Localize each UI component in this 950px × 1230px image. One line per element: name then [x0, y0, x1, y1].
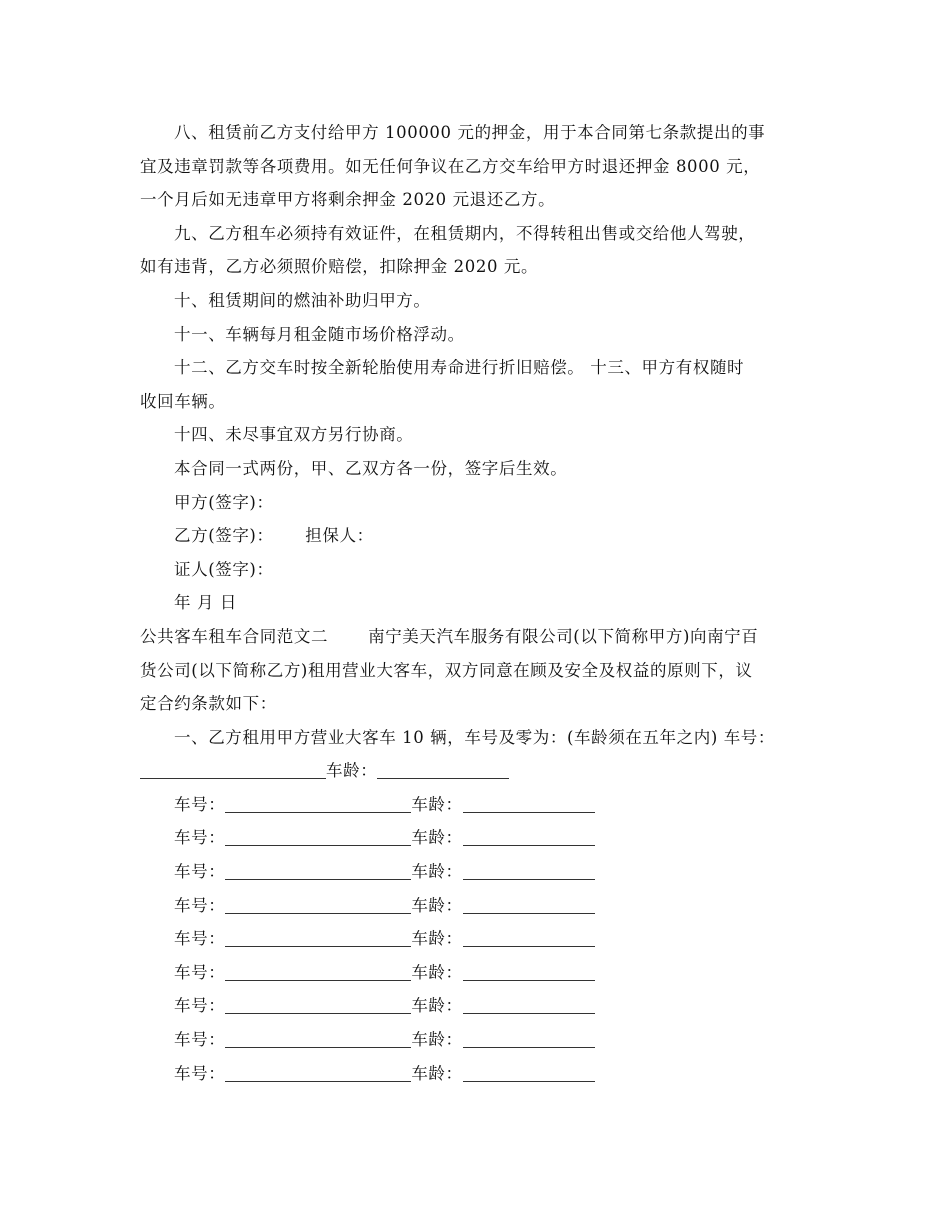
plate-number-label: 车号： — [174, 962, 226, 982]
vehicle-age-label: 车龄： — [411, 1030, 463, 1050]
vehicle-age-label: 车龄： — [411, 828, 463, 848]
sample-two-intro: 南宁美天汽车服务有限公司(以下简称甲方)向南宁百 — [368, 626, 759, 646]
plate-number-blank — [225, 993, 411, 1014]
vehicle-age-label: 车龄： — [411, 895, 463, 915]
paragraph-8-line-3: 一个月后如无违章甲方将剩余押金 2020 元退还乙方。 — [140, 190, 556, 210]
vehicle-age-blank — [463, 993, 595, 1014]
vehicle-row — [140, 956, 830, 990]
vehicle-row — [140, 855, 830, 889]
vehicle-age-blank — [463, 960, 595, 981]
signature-date: 年 月 日 — [174, 593, 237, 613]
plate-number-blank — [225, 1061, 411, 1082]
vehicle-age-label: 车龄： — [411, 1063, 463, 1083]
vehicle-row — [140, 922, 830, 956]
vehicle-row — [140, 889, 830, 923]
plate-number-blank — [225, 926, 411, 947]
vehicle-age-blank — [463, 792, 595, 813]
plate-number-blank — [225, 792, 411, 813]
plate-number-blank — [225, 825, 411, 846]
clause-1: 一、乙方租用甲方营业大客车 10 辆，车号及零为：(车龄须在五年之内) 车号： — [174, 727, 776, 747]
vehicle-age-blank — [463, 1027, 595, 1048]
paragraph-8-line-2: 宜及违章罚款等各项费用。如无任何争议在乙方交车给甲方时退还押金 8000 元， — [140, 156, 761, 176]
vehicle-age-label: 车龄： — [411, 996, 463, 1016]
vehicle-age-label: 车龄： — [411, 929, 463, 949]
paragraph-12-line-2: 收回车辆。 — [140, 391, 226, 411]
plate-number-blank — [225, 960, 411, 981]
plate-number-label: 车号： — [174, 996, 226, 1016]
document-page — [140, 116, 830, 1090]
plate-number-label: 车号： — [174, 1063, 226, 1083]
vehicle-age-blank — [463, 926, 595, 947]
paragraph-8-line-1: 八、租赁前乙方支付给甲方 100000 元的押金，用于本合同第七条款提出的事 — [174, 123, 766, 142]
party-a-signature: 甲方(签字)： — [174, 492, 274, 512]
sample-two-title: 公共客车租车合同范文二 — [140, 626, 329, 646]
guarantor-label: 担保人： — [305, 526, 374, 546]
vehicle-row — [140, 821, 830, 855]
vehicle-age-blank — [463, 893, 595, 914]
plate-number-label: 车号： — [174, 862, 226, 882]
plate-number-label: 车号： — [174, 828, 226, 848]
vehicle-age-label: 车龄： — [411, 794, 463, 814]
vehicle-age-label: 车龄： — [411, 962, 463, 982]
paragraph-10: 十、租赁期间的燃油补助归甲方。 — [174, 290, 431, 310]
sample-two-line-1 — [140, 620, 830, 654]
vehicle-age-label: 车龄： — [326, 761, 378, 781]
vehicle-row — [140, 788, 830, 822]
vehicle-row — [140, 1057, 830, 1091]
vehicle-row — [140, 989, 830, 1023]
sample-two-line-2: 货公司(以下简称乙方)租用营业大客车，双方同意在顾及安全及权益的原则下，议 — [140, 660, 753, 680]
vehicle-age-blank — [463, 859, 595, 880]
plate-number-blank — [225, 893, 411, 914]
plate-number-label: 车号： — [174, 895, 226, 915]
party-b-signature-line — [140, 519, 830, 553]
vehicle-age-blank — [377, 758, 509, 779]
vehicle-age-blank — [463, 1061, 595, 1082]
plate-number-blank — [140, 758, 326, 779]
plate-number-label: 车号： — [174, 929, 226, 949]
paragraph-12-line-1: 十二、乙方交车时按全新轮胎使用寿命进行折旧赔偿。 十三、甲方有权随时 — [174, 358, 745, 378]
witness-signature: 证人(签字)： — [174, 559, 274, 579]
vehicle-age-blank — [463, 825, 595, 846]
plate-number-blank — [225, 859, 411, 880]
party-b-signature: 乙方(签字)： — [174, 526, 274, 546]
sample-two-line-3: 定合约条款如下： — [140, 694, 277, 714]
paragraph-9-line-1: 九、乙方租车必须持有效证件，在租赁期内，不得转租出售或交给他人驾驶， — [174, 223, 756, 243]
paragraph-11: 十一、车辆每月租金随市场价格浮动。 — [174, 324, 465, 344]
vehicle-row — [140, 1023, 830, 1057]
paragraph-14: 十四、未尽事宜双方另行协商。 — [174, 425, 414, 445]
copies-statement: 本合同一式两份，甲、乙双方各一份，签字后生效。 — [174, 458, 568, 478]
vehicle-age-label: 车龄： — [411, 862, 463, 882]
paragraph-9-line-2: 如有违背，乙方必须照价赔偿，扣除押金 2020 元。 — [140, 257, 539, 277]
plate-number-label: 车号： — [174, 1030, 226, 1050]
vehicle-row-first — [140, 754, 830, 788]
plate-number-label: 车号： — [174, 794, 226, 814]
plate-number-blank — [225, 1027, 411, 1048]
